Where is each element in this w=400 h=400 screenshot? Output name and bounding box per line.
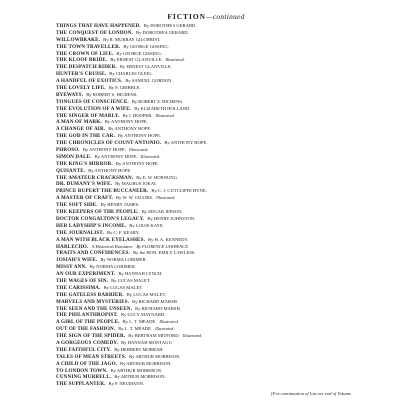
book-entry (56, 78, 356, 85)
section-continued-label: —continued (205, 12, 245, 21)
book-author: By MAURUS JOKAI. (115, 181, 157, 187)
book-title: THE SUPPLANTER. (56, 381, 106, 388)
book-title: THE CARISSIMA. (56, 284, 101, 291)
book-note: Illustrated. (155, 112, 175, 118)
book-entry (56, 368, 356, 375)
book-author: By ANTHONY HOPE. (117, 133, 162, 139)
book-title: THE DESPATCH RIDER. (56, 64, 117, 71)
book-title: BYEWAYS. (56, 91, 84, 98)
book-author: By L. T. MEADE. (122, 319, 157, 325)
book-title: THE GOD IN THE CAR. (56, 133, 115, 140)
book-entry (56, 230, 356, 237)
book-entry (56, 209, 356, 216)
book-author: By ANTHONY HOPE. (164, 140, 208, 146)
book-title: THE LOVELY LIFE. (56, 85, 106, 92)
book-entry (56, 361, 356, 368)
book-entry (56, 140, 356, 147)
book-entry (56, 319, 356, 326)
book-list (56, 23, 356, 388)
book-title: TRAITS AND CONFIDENCES. (56, 250, 131, 257)
book-author: By ROBERT S. HICHENS. (131, 98, 184, 104)
book-author: By HENRY JAMES. (100, 202, 140, 208)
book-author: By I. HOOPER. (122, 112, 153, 118)
book-author: By E. W. HORNUNG. (136, 174, 179, 180)
book-entry (56, 188, 356, 195)
book-author: By ANTHONY HOPE. (108, 126, 152, 132)
continuation-note: [For continuation of List see end of Volume. (270, 391, 352, 397)
book-note: Illustrated. (155, 326, 175, 332)
book-author: By LUCY MAYNARD. (120, 312, 166, 318)
book-author: By LUCAS MALET. (103, 284, 143, 290)
book-entry (56, 292, 356, 299)
book-entry (56, 216, 356, 223)
book-entry (56, 181, 356, 188)
book-author: By R. MURRAY GILCHRIST. (103, 36, 161, 42)
book-title: THE PHILANTHROPIST. (56, 312, 118, 319)
book-author: By BERTRAM MITFORD. (128, 333, 180, 339)
book-title: MISSY ANN. (56, 264, 87, 271)
book-author: By C. J. CUTCLIFFE HYNE. (151, 188, 207, 194)
book-entry (56, 237, 356, 244)
book-title: A CHILD OF THE JAGO. (56, 360, 118, 367)
book-entry (56, 202, 356, 209)
book-entry (56, 57, 356, 64)
book-title: A GIRL OF THE PEOPLE. (56, 319, 120, 326)
book-title: TO LONDON TOWN. (56, 367, 108, 374)
book-title: THE CHRONICLES OF COUNT ANTONIO. (56, 140, 162, 147)
book-title: PHROSO. (56, 147, 80, 154)
book-entry (56, 113, 356, 120)
book-title: JOSIAH'S WIFE. (56, 257, 98, 264)
book-title: THE CROWN OF LIFE. (56, 50, 114, 57)
book-author: By GEORGE GISSING. (116, 50, 162, 56)
book-author: By DOROTHEA GERARD. (143, 23, 197, 28)
book-author: By GEORGE GISSING. (123, 43, 169, 49)
book-author: By ANTHONY HOPE. (94, 153, 138, 159)
book-author: By LUCAS MALET. (126, 291, 167, 297)
book-entry (56, 119, 356, 126)
book-entry (56, 326, 356, 333)
book-title: DOCTOR CONGALTON'S LEGACY. (56, 215, 145, 222)
book-author: By ANTHONY HOPE. (115, 160, 159, 166)
book-title: THE EVOLUTION OF A WIFE. (56, 105, 132, 112)
book-note: Illustrated. (128, 147, 149, 153)
book-title: TONGUES OF CONSCIENCE. (56, 98, 129, 105)
book-author: By LUCAS MALET. (111, 277, 151, 283)
book-author: By LOUIS KAYE. (129, 222, 164, 228)
book-title: CUNNING MURRELL. (56, 374, 112, 381)
book-author: By CHARLES GLEIG. (109, 71, 153, 77)
book-title: A MASTER OF CRAFT. (56, 195, 114, 202)
book-title: THE KLOOF BRIDE. (56, 57, 108, 64)
book-entry (56, 37, 356, 44)
book-note: Illustrated. (165, 57, 185, 63)
book-title: A HANDFUL OF EXOTICS. (56, 78, 123, 85)
book-entry (56, 126, 356, 133)
book-title: THE TOWN TRAVELLER. (56, 43, 121, 50)
book-title: THE CONQUEST OF LONDON. (56, 29, 134, 36)
book-entry (56, 354, 356, 361)
book-author: By ARTHUR MORRISON. (114, 374, 166, 380)
book-note: By FLORENCE LAWRENCE. (136, 243, 189, 249)
book-author: By ARTHUR MORRISON. (129, 353, 181, 359)
book-entry (56, 51, 356, 58)
book-title: A MAN OF MARK. (56, 119, 102, 126)
book-author: By ANTHONY HOPE. (82, 147, 126, 153)
book-title: SIMON DALE. (56, 153, 92, 160)
book-author: By HERBERT MORRAH. (114, 346, 164, 352)
book-title: PRINCE RUPERT THE BUCCANEER. (56, 188, 149, 195)
book-entry (56, 195, 356, 202)
book-entry (56, 85, 356, 92)
book-title: HUNTER'S CRUISE. (56, 71, 107, 78)
book-entry (56, 133, 356, 140)
book-entry (56, 161, 356, 168)
book-note: Illustrated. (159, 319, 179, 325)
book-entry (56, 223, 356, 230)
book-author: By RICHARD MARSH. (135, 305, 181, 311)
book-author: By ERNEST GLANVILLE. (119, 64, 172, 70)
book-author: By HANNAH LYNCH. (118, 271, 163, 277)
book-entry (56, 92, 356, 99)
book-title: THE SEEN AND THE UNSEEN. (56, 305, 133, 312)
book-author: By ERNEST GLANVILLE. (110, 57, 163, 63)
book-author: By NORMA LORIMER. (89, 264, 137, 270)
book-author: By HENRY JOHNSTON. (147, 215, 196, 221)
book-entry (56, 374, 356, 381)
book-author: By F. GRIBBLE. (108, 85, 141, 91)
book-title: A GORGEOUS COMEDY. (56, 339, 119, 346)
book-title: THE AMATEUR CRACKSMAN. (56, 174, 134, 181)
section-title: FICTION (167, 12, 206, 21)
book-entry (56, 244, 356, 251)
book-entry (56, 299, 356, 306)
book-title: THE GATELESS BARRIER. (56, 291, 124, 298)
book-author: By W. W. JACOBS. (116, 195, 154, 201)
book-title: HARLECHO. (56, 243, 89, 250)
book-entry (56, 333, 356, 340)
book-note: Illustrated. (182, 333, 203, 339)
book-entry (56, 306, 356, 313)
book-note: Illustrated. (156, 195, 176, 201)
book-title: HER LADYSHIP'S INCOME. (56, 222, 127, 229)
book-title: THINGS THAT HAVE HAPPENED. (56, 23, 141, 29)
book-entry (56, 285, 356, 292)
book-author: By the HON. EMILY LAWLESS. (133, 250, 196, 256)
book-title: THE FAITHFUL CITY. (56, 346, 112, 353)
book-title: QUISANTE. (56, 167, 86, 174)
book-author: By EDGAR JEPSON. (141, 209, 183, 215)
book-author: By L. T. MEADE. (118, 326, 153, 332)
book-entry (56, 106, 356, 113)
book-title: A CHANGE OF AIR. (56, 126, 106, 133)
book-title: AN OUR EXPERIMENT. (56, 271, 116, 278)
book-author: By H. A. KENNEDY. (148, 236, 189, 242)
book-title: THE KING'S MIRROR. (56, 160, 113, 167)
book-note: Illustrated. (140, 153, 161, 159)
book-entry (56, 147, 356, 154)
book-entry (56, 271, 356, 278)
book-entry (56, 168, 356, 175)
book-entry (56, 30, 356, 37)
book-title: THE JOURNALIST. (56, 229, 105, 236)
book-author: A Historical Romance. (91, 243, 134, 249)
book-entry (56, 99, 356, 106)
book-author: By ARTHUR MORRISON. (110, 367, 163, 373)
book-entry (56, 175, 356, 182)
book-author: By ROBERT S. HICHENS. (86, 91, 138, 97)
book-title: THE SIGN OF THE SPIDER. (56, 333, 126, 340)
book-author: By HANNAH MONTAGU. (121, 339, 173, 345)
book-author: By DOROTHEA GERARD. (136, 29, 189, 35)
book-title: MARVELS AND MYSTERIES. (56, 298, 130, 305)
book-entry (56, 381, 356, 388)
book-entry (56, 340, 356, 347)
book-title: THE WAGES OF SIN. (56, 277, 109, 284)
book-entry (56, 23, 356, 30)
book-author: By ANTHONY HOPE. (88, 167, 132, 173)
book-author: By SAMUEL GORDON. (125, 78, 173, 84)
book-title: THE SOFT SIDE. (56, 202, 98, 209)
book-entry (56, 64, 356, 71)
book-author: By ANTHONY HOPE. (104, 119, 148, 125)
book-entry (56, 312, 356, 319)
book-author: By NORMA LORIMER. (100, 257, 147, 263)
section-heading (56, 12, 356, 22)
book-author: By RICHARD MARSH. (132, 298, 178, 304)
book-author: By P. NEUMANN. (108, 381, 145, 387)
book-title: A MAN WITH BLACK EYELASHES. (56, 236, 146, 243)
book-entry (56, 347, 356, 354)
book-entry (56, 257, 356, 264)
book-entry (56, 71, 356, 78)
book-title: WILLOWBRAKE. (56, 36, 101, 43)
book-entry (56, 264, 356, 271)
book-author: By ARTHUR MORRISON. (120, 360, 172, 366)
book-author: By ELIZABETH HOLLAND. (134, 105, 191, 111)
book-entry (56, 154, 356, 161)
book-title: DR. DUMANY'S WIFE. (56, 181, 113, 188)
book-title: TALES OF MEAN STREETS. (56, 353, 127, 360)
book-entry (56, 44, 356, 51)
book-entry (56, 278, 356, 285)
book-author: By C. F. KEARY. (107, 229, 140, 235)
book-title: OUT OF THE FASHION. (56, 326, 116, 333)
book-title: THE KEEPERS OF THE PEOPLE. (56, 209, 139, 216)
book-title: THE SINGER OF MARLY. (56, 112, 120, 119)
book-entry (56, 250, 356, 257)
catalogue-page (56, 12, 356, 396)
